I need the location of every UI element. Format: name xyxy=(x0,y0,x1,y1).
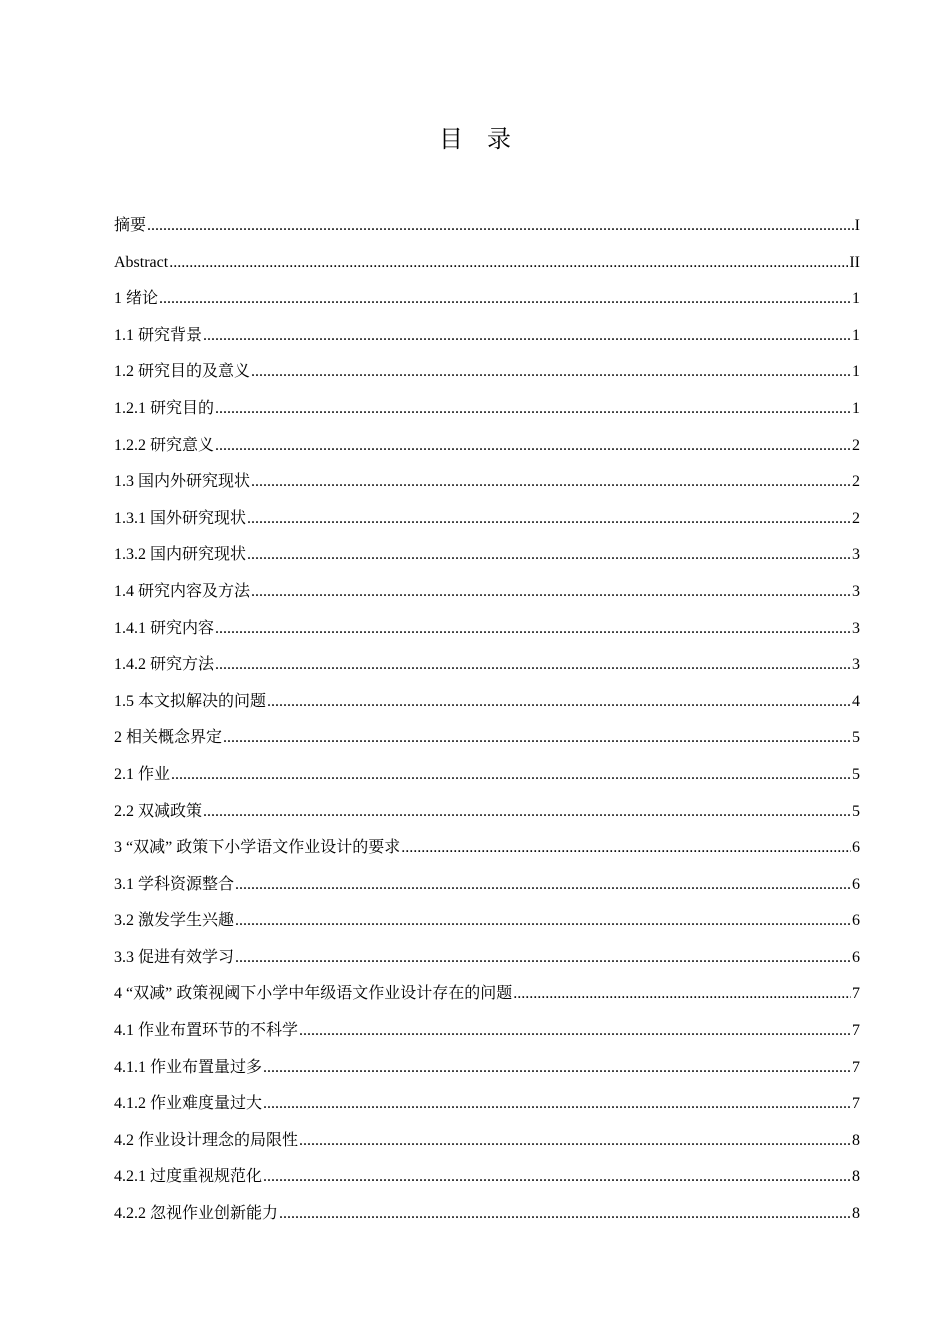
toc-entry-title: 4.1 作业布置环节的不科学 xyxy=(114,1022,299,1040)
toc-dot-leader xyxy=(215,428,851,465)
toc-entry-page-number: 7 xyxy=(852,985,860,1003)
toc-entry-title: 4.1.1 作业布置量过多 xyxy=(114,1058,263,1076)
toc-entry-title: 1.4 研究内容及方法 xyxy=(114,582,251,600)
toc-dot-leader xyxy=(215,391,851,428)
toc-entry-page-number: 7 xyxy=(852,1058,860,1076)
toc-entry-title: 3 “双减” 政策下小学语文作业设计的要求 xyxy=(114,839,401,857)
toc-dot-leader xyxy=(263,1159,851,1196)
toc-entry-page-number: 7 xyxy=(852,1022,860,1040)
toc-entry-page-number: 7 xyxy=(852,1095,860,1113)
toc-dot-leader xyxy=(299,1123,851,1160)
toc-entry-title: 3.2 激发学生兴趣 xyxy=(114,912,235,930)
toc-entry-title: 4.2.2 忽视作业创新能力 xyxy=(114,1205,279,1223)
toc-entry[interactable] xyxy=(114,391,860,428)
toc-entry[interactable] xyxy=(114,1159,860,1196)
toc-dot-leader xyxy=(401,830,851,867)
toc-entry-page-number: 5 xyxy=(852,729,860,747)
toc-dot-leader xyxy=(247,537,851,574)
toc-dot-leader xyxy=(299,1013,851,1050)
toc-dot-leader xyxy=(251,354,851,391)
toc-dot-leader xyxy=(215,611,851,648)
toc-dot-leader xyxy=(215,647,851,684)
toc-entry-page-number: 6 xyxy=(852,912,860,930)
toc-entry-title: 1.3 国内外研究现状 xyxy=(114,473,251,491)
toc-dot-leader xyxy=(263,1086,851,1123)
toc-entry[interactable] xyxy=(114,1013,860,1050)
toc-entry[interactable] xyxy=(114,940,860,977)
toc-entry-title: 1.4.1 研究内容 xyxy=(114,619,215,637)
toc-entry[interactable] xyxy=(114,903,860,940)
toc-entry-page-number: 3 xyxy=(852,582,860,600)
toc-entry-page-number: 8 xyxy=(852,1168,860,1186)
toc-entry-title: 4.2 作业设计理念的局限性 xyxy=(114,1131,299,1149)
toc-entry[interactable] xyxy=(114,501,860,538)
toc-entry-page-number: II xyxy=(849,253,860,271)
toc-dot-leader xyxy=(147,208,854,245)
toc-entry-page-number: 2 xyxy=(852,473,860,491)
toc-entry-title: 3.1 学科资源整合 xyxy=(114,875,235,893)
toc-entry-title: 1.2.1 研究目的 xyxy=(114,399,215,417)
toc-dot-leader xyxy=(267,684,851,721)
toc-entry[interactable] xyxy=(114,1123,860,1160)
toc-dot-leader xyxy=(235,903,851,940)
toc-entry[interactable] xyxy=(114,1050,860,1087)
toc-entry-title: 4.2.1 过度重视规范化 xyxy=(114,1168,263,1186)
toc-title-right: 录 xyxy=(487,125,511,153)
toc-dot-leader xyxy=(513,976,851,1013)
toc-entry-title: 1.5 本文拟解决的问题 xyxy=(114,692,267,710)
toc-entry-title: 1 绪论 xyxy=(114,290,159,308)
toc-entry[interactable] xyxy=(114,757,860,794)
toc-entry-title: 3.3 促进有效学习 xyxy=(114,948,235,966)
toc-entry[interactable] xyxy=(114,208,860,245)
toc-entry[interactable] xyxy=(114,684,860,721)
toc-dot-leader xyxy=(159,281,851,318)
toc-entry[interactable] xyxy=(114,574,860,611)
toc-entry-title: 1.2 研究目的及意义 xyxy=(114,363,251,381)
toc-entry-title: Abstract xyxy=(114,253,169,271)
toc-entry-title: 1.3.1 国外研究现状 xyxy=(114,509,247,527)
toc-entry-page-number: 5 xyxy=(852,765,860,783)
toc-dot-leader xyxy=(263,1050,851,1087)
toc-title-left: 目 xyxy=(439,125,463,153)
toc-entry-page-number: 1 xyxy=(852,399,860,417)
toc-entry-page-number: 3 xyxy=(852,656,860,674)
toc-dot-leader xyxy=(223,720,851,757)
toc-entry[interactable] xyxy=(114,830,860,867)
toc-entry-title: 1.1 研究背景 xyxy=(114,326,203,344)
toc-entry[interactable] xyxy=(114,281,860,318)
toc-dot-leader xyxy=(247,501,851,538)
toc-entry[interactable] xyxy=(114,318,860,355)
toc-dot-leader xyxy=(279,1196,851,1233)
toc-entry[interactable] xyxy=(114,1196,860,1233)
toc-entry-page-number: 1 xyxy=(852,290,860,308)
toc-entry-title: 2.2 双减政策 xyxy=(114,802,203,820)
toc-entry-page-number: 6 xyxy=(852,875,860,893)
toc-entry[interactable] xyxy=(114,794,860,831)
toc-entry-page-number: 3 xyxy=(852,619,860,637)
toc-dot-leader xyxy=(203,794,851,831)
toc-entry-title: 1.3.2 国内研究现状 xyxy=(114,546,247,564)
toc-entry-title: 4 “双减” 政策视阈下小学中年级语文作业设计存在的问题 xyxy=(114,985,513,1003)
toc-entry-title: 2 相关概念界定 xyxy=(114,729,223,747)
toc-entry-page-number: 1 xyxy=(852,326,860,344)
toc-dot-leader xyxy=(235,940,851,977)
toc-dot-leader xyxy=(169,245,848,282)
toc-entry-title: 4.1.2 作业难度量过大 xyxy=(114,1095,263,1113)
toc-entry-page-number: 1 xyxy=(852,363,860,381)
toc-entry-page-number: 8 xyxy=(852,1205,860,1223)
toc-entry[interactable] xyxy=(114,464,860,501)
toc-entry-page-number: 2 xyxy=(852,436,860,454)
toc-dot-leader xyxy=(171,757,851,794)
toc-entry-page-number: 4 xyxy=(852,692,860,710)
toc-entry-page-number: 8 xyxy=(852,1131,860,1149)
toc-title xyxy=(0,122,950,156)
toc-entry-page-number: 5 xyxy=(852,802,860,820)
toc-dot-leader xyxy=(235,867,851,904)
toc-entry[interactable] xyxy=(114,976,860,1013)
toc-entry-page-number: I xyxy=(854,217,860,234)
toc-entry-title: 1.2.2 研究意义 xyxy=(114,436,215,454)
toc-entry-page-number: 2 xyxy=(852,509,860,527)
toc-entry-title: 1.4.2 研究方法 xyxy=(114,656,215,674)
toc-entry[interactable] xyxy=(114,428,860,465)
toc-entry[interactable] xyxy=(114,537,860,574)
toc-entry[interactable] xyxy=(114,720,860,757)
toc-entry[interactable] xyxy=(114,1086,860,1123)
toc-dot-leader xyxy=(251,464,851,501)
toc-entry[interactable] xyxy=(114,867,860,904)
toc-dot-leader xyxy=(251,574,851,611)
toc-entry-page-number: 3 xyxy=(852,546,860,564)
toc-entry-title: 摘要 xyxy=(114,217,147,234)
toc-entry[interactable] xyxy=(114,611,860,648)
table-of-contents xyxy=(114,208,860,1233)
toc-entry[interactable] xyxy=(114,354,860,391)
toc-entry[interactable] xyxy=(114,245,860,282)
toc-entry-page-number: 6 xyxy=(852,948,860,966)
toc-entry[interactable] xyxy=(114,647,860,684)
toc-entry-title: 2.1 作业 xyxy=(114,765,171,783)
toc-dot-leader xyxy=(203,318,851,355)
toc-entry-page-number: 6 xyxy=(852,839,860,857)
